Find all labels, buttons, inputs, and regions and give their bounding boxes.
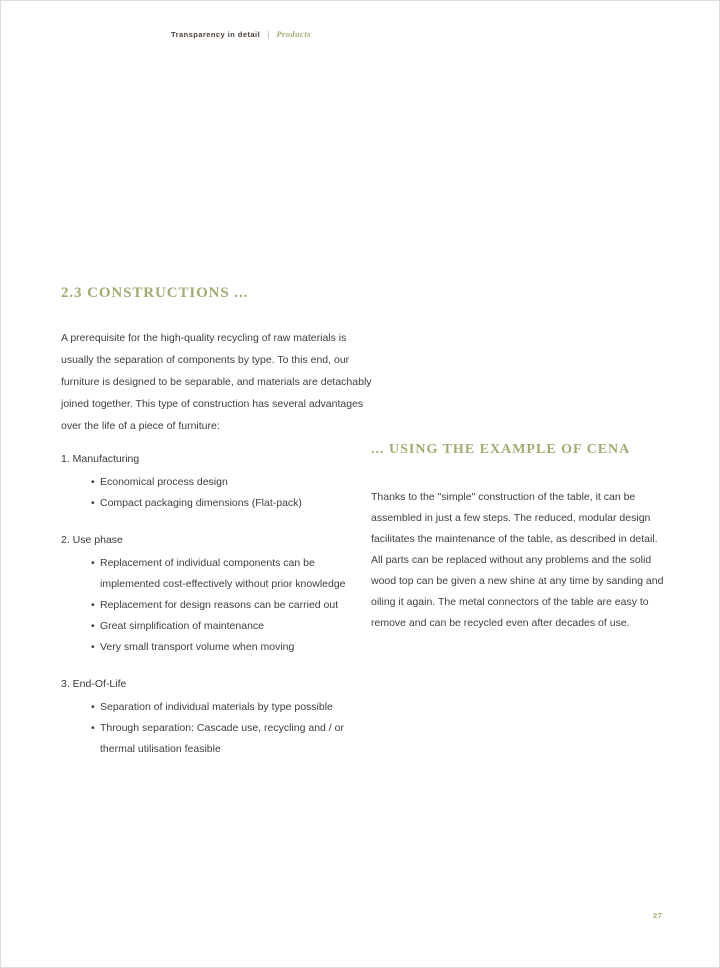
list-group-use-phase xyxy=(61,530,373,658)
list-item: • Economical process design xyxy=(91,472,373,493)
list-group-title: 2. Use phase xyxy=(61,534,123,546)
bullet-list xyxy=(61,697,373,760)
page-number: 27 xyxy=(653,911,663,920)
example-column xyxy=(371,442,667,634)
list-item: • Compact packaging dimensions (Flat-pack) xyxy=(91,493,373,514)
list-item: • Replacement for design reasons can be carried out xyxy=(91,595,373,616)
list-group-manufacturing xyxy=(61,449,373,514)
example-body-text: Thanks to the "simple" construction of the table, it can be assembled in just a few steps. The reduced, modular design facilitates the maintenance of the table, as described in detail. All parts can be replaced without any problems and the solid wood top can be given a new shine at any time by sanding and oiling it again. The metal connectors of the table are easy to remove and can be recycled even after decades of use. xyxy=(371,491,664,629)
page-header xyxy=(171,29,311,39)
list-item: • Through separation: Cascade use, recycling and / or thermal utilisation feasible xyxy=(91,718,373,760)
list-item: • Replacement of individual components can be implemented cost-effectively without prior knowledge xyxy=(91,553,373,595)
list-item: • Great simplification of maintenance xyxy=(91,616,373,637)
bullet-list xyxy=(61,472,373,514)
header-divider: | xyxy=(267,29,270,39)
header-chapter-label: Products xyxy=(276,29,311,39)
section-intro: A prerequisite for the high-quality recycling of raw materials is usually the separation of components by type. To this end, our furniture is designed to be separable, and materials are detachably joined together. This type of construction has several advantages over the life of a piece of furniture: xyxy=(61,332,372,432)
list-group-title: 3. End-Of-Life xyxy=(61,678,127,690)
list-item: • Separation of individual materials by type possible xyxy=(91,697,373,718)
example-title: ... USING THE EXAMPLE OF CENA xyxy=(371,442,631,457)
section-title: 2.3 CONSTRUCTIONS ... xyxy=(61,285,249,301)
bullet-list xyxy=(61,553,373,658)
advantages-lists xyxy=(61,449,373,760)
list-group-title: 1. Manufacturing xyxy=(61,453,140,465)
list-item: • Very small transport volume when moving xyxy=(91,637,373,658)
header-section-label: Transparency in detail xyxy=(171,29,261,39)
list-group-end-of-life xyxy=(61,674,373,760)
